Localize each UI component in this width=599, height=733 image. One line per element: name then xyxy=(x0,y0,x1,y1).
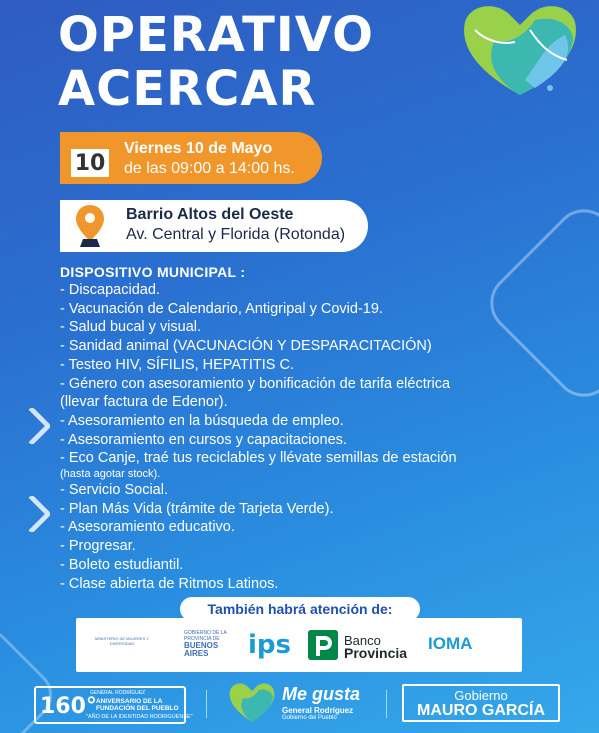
me-gusta-tagline: Gobierno del Pueblo xyxy=(282,715,337,721)
banco-provincia-logo xyxy=(344,634,407,660)
also-attention-label: También habrá atención de: xyxy=(180,597,420,621)
chevron-right-icon xyxy=(12,494,52,534)
heart-logo-icon xyxy=(455,0,585,100)
list-item: - Plan Más Vida (trámite de Tarjeta Verde). xyxy=(60,500,334,517)
anniversary-subtitle: "AÑO DE LA IDENTIDAD RODRIGUENSE" xyxy=(86,714,193,720)
anniversary-text xyxy=(96,698,179,712)
banco-line-1: Banco xyxy=(344,633,381,648)
anniversary-badge xyxy=(34,686,193,724)
location-pin-icon xyxy=(72,203,108,249)
list-item: - Vacunación de Calendario, Antigripal y Covid-19. xyxy=(60,300,383,317)
me-gusta-heart-icon xyxy=(226,680,278,724)
me-gusta-subtitle: General Rodríguez xyxy=(282,706,354,715)
ips-logo: ips xyxy=(248,630,291,660)
page-title xyxy=(58,8,374,116)
partner-logos xyxy=(76,618,522,672)
date-text: Viernes 10 de Mayo xyxy=(124,140,273,157)
anniversary-line-2: FUNDACIÓN DEL PUEBLO xyxy=(96,705,179,712)
calendar-icon xyxy=(68,136,112,180)
ministerio-logo: MINISTERIO DE MUJERES Y DIVERSIDAD xyxy=(95,636,149,646)
list-item: - Clase abierta de Ritmos Latinos. xyxy=(60,575,279,592)
footer xyxy=(0,680,599,733)
buenos-aires-logo xyxy=(184,630,244,658)
banco-provincia-icon xyxy=(308,630,338,660)
list-item: - Testeo HIV, SÍFILIS, HEPATITIS C. xyxy=(60,356,294,373)
title-line-1: OPERATIVO xyxy=(58,7,374,63)
services-list xyxy=(60,264,550,593)
place-box xyxy=(60,200,368,252)
list-item: - Sanidad animal (VACUNACIÓN Y DESPARACITACIÓN) xyxy=(60,338,432,355)
me-gusta-title: Me gusta xyxy=(282,684,361,704)
anniversary-small: GENERAL RODRÍGUEZ xyxy=(90,690,146,696)
list-item: - Eco Canje, traé tus reciclables y llévate semillas de estación xyxy=(60,450,457,467)
chevron-right-icon xyxy=(12,406,52,446)
divider xyxy=(386,690,387,718)
list-item: - Progresar. xyxy=(60,538,136,555)
calendar-day-number: 10 xyxy=(74,151,106,176)
place-name: Barrio Altos del Oeste xyxy=(126,206,294,223)
list-item: - Asesoramiento en la búsqueda de empleo. xyxy=(60,412,344,429)
gobierno-name: MAURO GARCÍA xyxy=(417,702,545,719)
list-item: - Género con asesoramiento y bonificación de tarifa eléctrica xyxy=(60,375,451,392)
list-item: - Asesoramiento educativo. xyxy=(60,519,235,536)
date-box xyxy=(60,132,322,184)
services-heading: DISPOSITIVO MUNICIPAL : xyxy=(60,264,246,280)
divider xyxy=(206,690,207,718)
gobierno-label: Gobierno xyxy=(454,688,508,703)
ioma-logo: IOMA xyxy=(428,634,473,653)
list-item: - Boleto estudiantil. xyxy=(60,556,184,573)
banco-line-2: Provincia xyxy=(344,645,408,661)
time-text: de las 09:00 a 14:00 hs. xyxy=(124,160,295,177)
list-item: - Servicio Social. xyxy=(60,482,168,499)
list-item: - Asesoramiento en cursos y capacitaciones. xyxy=(60,431,347,448)
buenos-aires-logo-small: GOBIERNO DE LA PROVINCIA DE xyxy=(184,630,227,642)
buenos-aires-logo-big: BUENOS AIRES xyxy=(184,641,219,658)
title-line-2: ACERCAR xyxy=(58,61,317,117)
anniversary-line-1: ANIVERSARIO DE LA xyxy=(96,698,163,705)
place-address: Av. Central y Florida (Rotonda) xyxy=(126,226,346,243)
list-item: (llevar factura de Edenor). xyxy=(60,394,228,411)
gobierno-badge xyxy=(402,684,560,722)
list-item-note: (hasta agotar stock). xyxy=(60,468,161,481)
list-item: - Discapacidad. xyxy=(60,282,160,298)
list-item: - Salud bucal y visual. xyxy=(60,319,202,336)
anniversary-number: 160° xyxy=(40,694,97,719)
